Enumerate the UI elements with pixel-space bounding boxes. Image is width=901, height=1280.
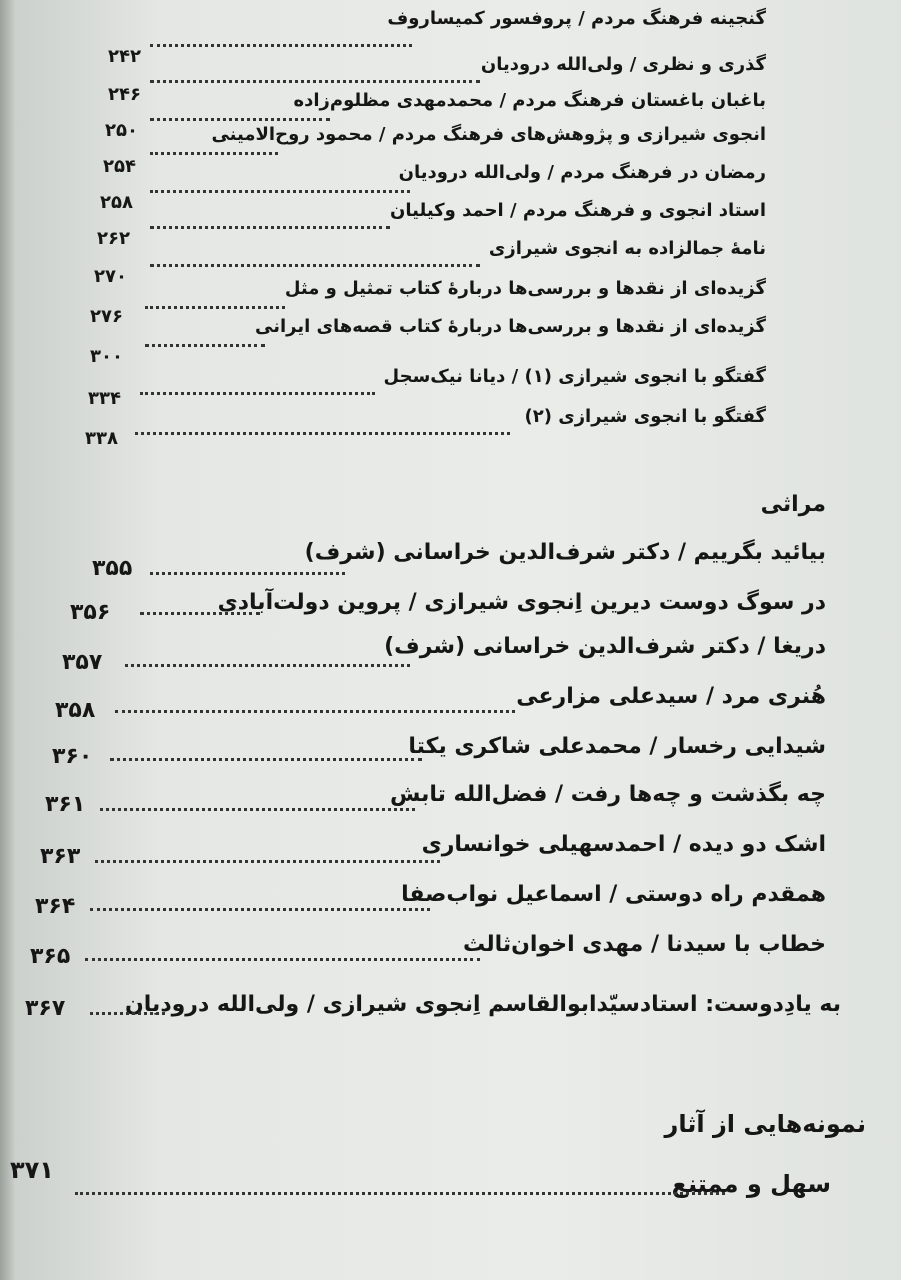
- toc-leader: [150, 152, 278, 155]
- toc-entry: [0, 268, 901, 302]
- toc-page-number: ۳۵۷: [62, 650, 103, 675]
- toc-entry-title: شیدایی رخسار / محمدعلی شاکری یکتا: [408, 734, 826, 759]
- toc-entry-title: بیائید بگرییم / دکتر شرف‌الدین خراسانی (شرف): [304, 540, 826, 565]
- toc-entry-title: استاد انجوی و فرهنگ مردم / احمد وکیلیان: [390, 200, 766, 221]
- toc-entry: [0, 230, 901, 264]
- toc-leader: [125, 664, 410, 667]
- toc-entry-title: گزیده‌ای از نقدها و بررسی‌ها دربارهٔ کتاب قصه‌های ایرانی: [255, 316, 766, 337]
- toc-leader: [140, 612, 260, 615]
- toc-entry-title: در سوگ دوست دیرین اِنجوی شیرازی / پروین دولت‌آبادی: [217, 590, 826, 615]
- toc-entry-title: باغبان باغستان فرهنگ مردم / محمدمهدی مظلوم‌زاده: [293, 90, 766, 111]
- toc-page-number: ۳۰۰: [90, 346, 123, 367]
- toc-leader: [150, 264, 480, 267]
- toc-leader: [90, 908, 430, 911]
- toc-page-number: ۳۵۶: [70, 600, 111, 625]
- toc-entry: [0, 390, 901, 427]
- toc-leader: [90, 1012, 165, 1015]
- toc-leader: [110, 758, 422, 761]
- toc-leader: [85, 958, 480, 961]
- toc-page-number: ۲۶۲: [97, 228, 130, 249]
- toc-leader: [135, 432, 510, 435]
- toc-page-number: ۳۵۸: [55, 698, 96, 723]
- toc-page-number: ۳۷۱: [10, 1156, 54, 1184]
- toc-entry-title: گفتگو با انجوی شیرازی (۱) / دیانا نیک‌سجل: [383, 366, 766, 387]
- toc-entry-title: سهل و ممتنع: [671, 1170, 831, 1198]
- toc-page-number: ۳۳۴: [88, 388, 121, 409]
- toc-entry-title: خطاب با سیدنا / مهدی اخوان‌ثالث: [463, 932, 826, 957]
- toc-entry-title: نامهٔ جمالزاده به انجوی شیرازی: [488, 238, 766, 259]
- toc-page-number: ۳۳۸: [85, 428, 118, 449]
- toc-leader: [95, 860, 440, 863]
- toc-entry-title: گزیده‌ای از نقدها و بررسی‌ها دربارهٔ کتاب تمثیل و مثل: [284, 278, 766, 299]
- toc-entry: [0, 0, 901, 34]
- toc-entry-title: گفتگو با انجوی شیرازی (۲): [524, 406, 766, 427]
- toc-entry-title: انجوی شیرازی و پژوهش‌های فرهنگ مردم / محمود روح‌الامینی: [211, 124, 766, 145]
- toc-page-number: ۳۶۰: [52, 744, 93, 769]
- toc-page-number: ۳۶۳: [40, 844, 81, 869]
- toc-page-number: ۲۴۶: [108, 84, 141, 105]
- toc-entry-title: گذری و نظری / ولی‌الله درودیان: [480, 54, 766, 75]
- toc-page-number: ۲۵۸: [100, 192, 133, 213]
- toc-entry-title: رمضان در فرهنگ مردم / ولی‌الله درودیان: [398, 162, 766, 183]
- toc-page-number: ۲۵۰: [105, 120, 138, 141]
- toc-leader: [115, 710, 515, 713]
- toc-entry-title: دریغا / دکتر شرف‌الدین خراسانی (شرف): [384, 634, 826, 659]
- section-heading: مراثی: [760, 492, 826, 517]
- toc-entry-title: همقدم راه دوستی / اسماعیل نواب‌صفا: [401, 882, 826, 907]
- toc-leader: [145, 344, 265, 347]
- toc-page-number: ۳۶۱: [45, 792, 86, 817]
- toc-page-number: ۲۷۶: [90, 306, 123, 327]
- toc-entry: [0, 120, 901, 154]
- toc-entry-title: گنجینه فرهنگ مردم / پروفسور کمیساروف: [387, 8, 766, 29]
- toc-leader: [75, 1192, 725, 1195]
- toc-entry: [0, 48, 901, 82]
- toc-leader: [150, 226, 390, 229]
- toc-leader: [150, 44, 412, 47]
- toc-page-number: ۲۷۰: [94, 266, 127, 287]
- toc-entry: [0, 306, 901, 340]
- toc-entry-title: به یادِدوست: استادسیّدابوالقاسم اِنجوی شیرازی / ولی‌الله درودیان: [125, 992, 841, 1017]
- toc-entry-title: هُنری مرد / سیدعلی مزارعی: [516, 684, 826, 709]
- toc-leader: [150, 572, 345, 575]
- section-heading: نمونه‌هایی از آثار: [664, 1110, 866, 1138]
- toc-page-number: ۲۴۲: [108, 46, 141, 67]
- toc-page-number: ۳۶۵: [30, 944, 71, 969]
- toc-entry-title: چه بگذشت و چه‌ها رفت / فضل‌الله تابش: [389, 782, 826, 807]
- toc-leader: [100, 808, 415, 811]
- toc-entry: [0, 156, 901, 190]
- toc-entry: [0, 192, 901, 226]
- toc-page-number: ۳۶۴: [35, 894, 76, 919]
- toc-page-number: ۳۶۷: [25, 996, 66, 1021]
- toc-entry: [0, 352, 901, 386]
- toc-page-number: ۲۵۴: [103, 156, 136, 177]
- toc-page-number: ۳۵۵: [92, 556, 133, 581]
- toc-entry: [0, 84, 901, 118]
- toc-entry-title: اشک دو دیده / احمدسهیلی خوانساری: [421, 832, 826, 857]
- toc-leader: [150, 80, 480, 83]
